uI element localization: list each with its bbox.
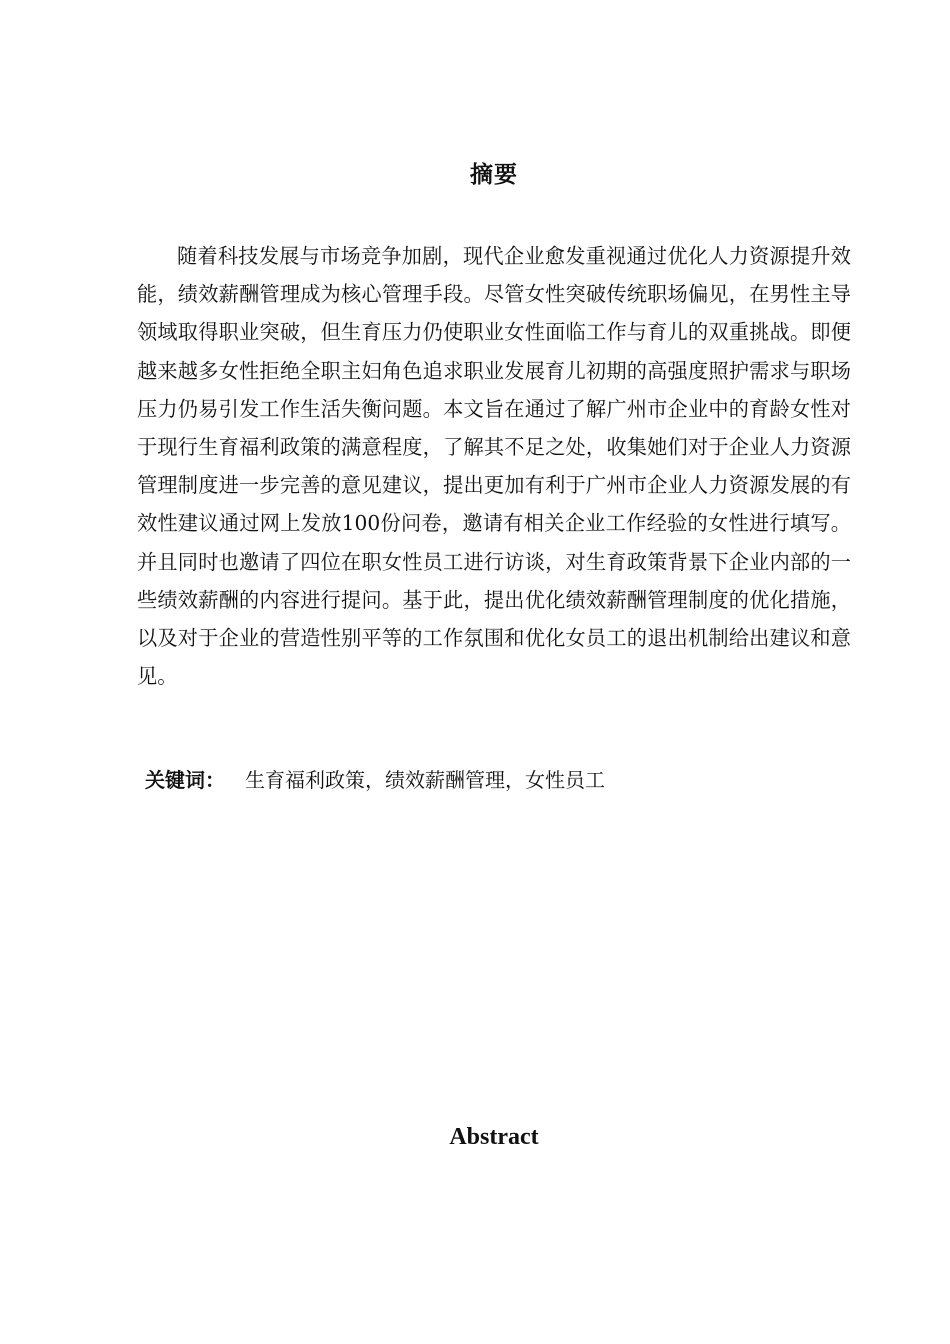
keywords-value: 生育福利政策，绩效薪酬管理，女性员工	[245, 768, 605, 792]
chinese-abstract-title: 摘要	[470, 162, 518, 188]
english-abstract-title: Abstract	[449, 1124, 539, 1150]
keywords-label: 关键词：	[145, 768, 225, 792]
chinese-abstract-body: 随着科技发展与市场竞争加剧，现代企业愈发重视通过优化人力资源提升效能，绩效薪酬管理成为核心管理手段。尽管女性突破传统职场偏见，在男性主导领域取得职业突破，但生育压力仍使职业女性面临工作与育儿的双重挑战。即便越来越多女性拒绝全职主妇角色追求职业发展育儿初期的高强度照护需求与职场压力仍易引发工作生活失衡问题。本文旨在通过了解广州市企业中的育龄女性对于现行生育福利政策的满意程度，了解其不足之处，收集她们对于企业人力资源管理制度进一步完善的意见建议，提出更加有利于广州市企业人力资源发展的有效性建议通过网上发放100份问卷，邀请有相关企业工作经验的女性进行填写。并且同时也邀请了四位在职女性员工进行访谈，对生育政策背景下企业内部的一些绩效薪酬的内容进行提问。基于此，提出优化绩效薪酬管理制度的优化措施，以及对于企业的营造性别平等的工作氛围和优化女员工的退出机制给出建议和意见。	[137, 244, 851, 689]
keywords-line	[145, 763, 845, 797]
